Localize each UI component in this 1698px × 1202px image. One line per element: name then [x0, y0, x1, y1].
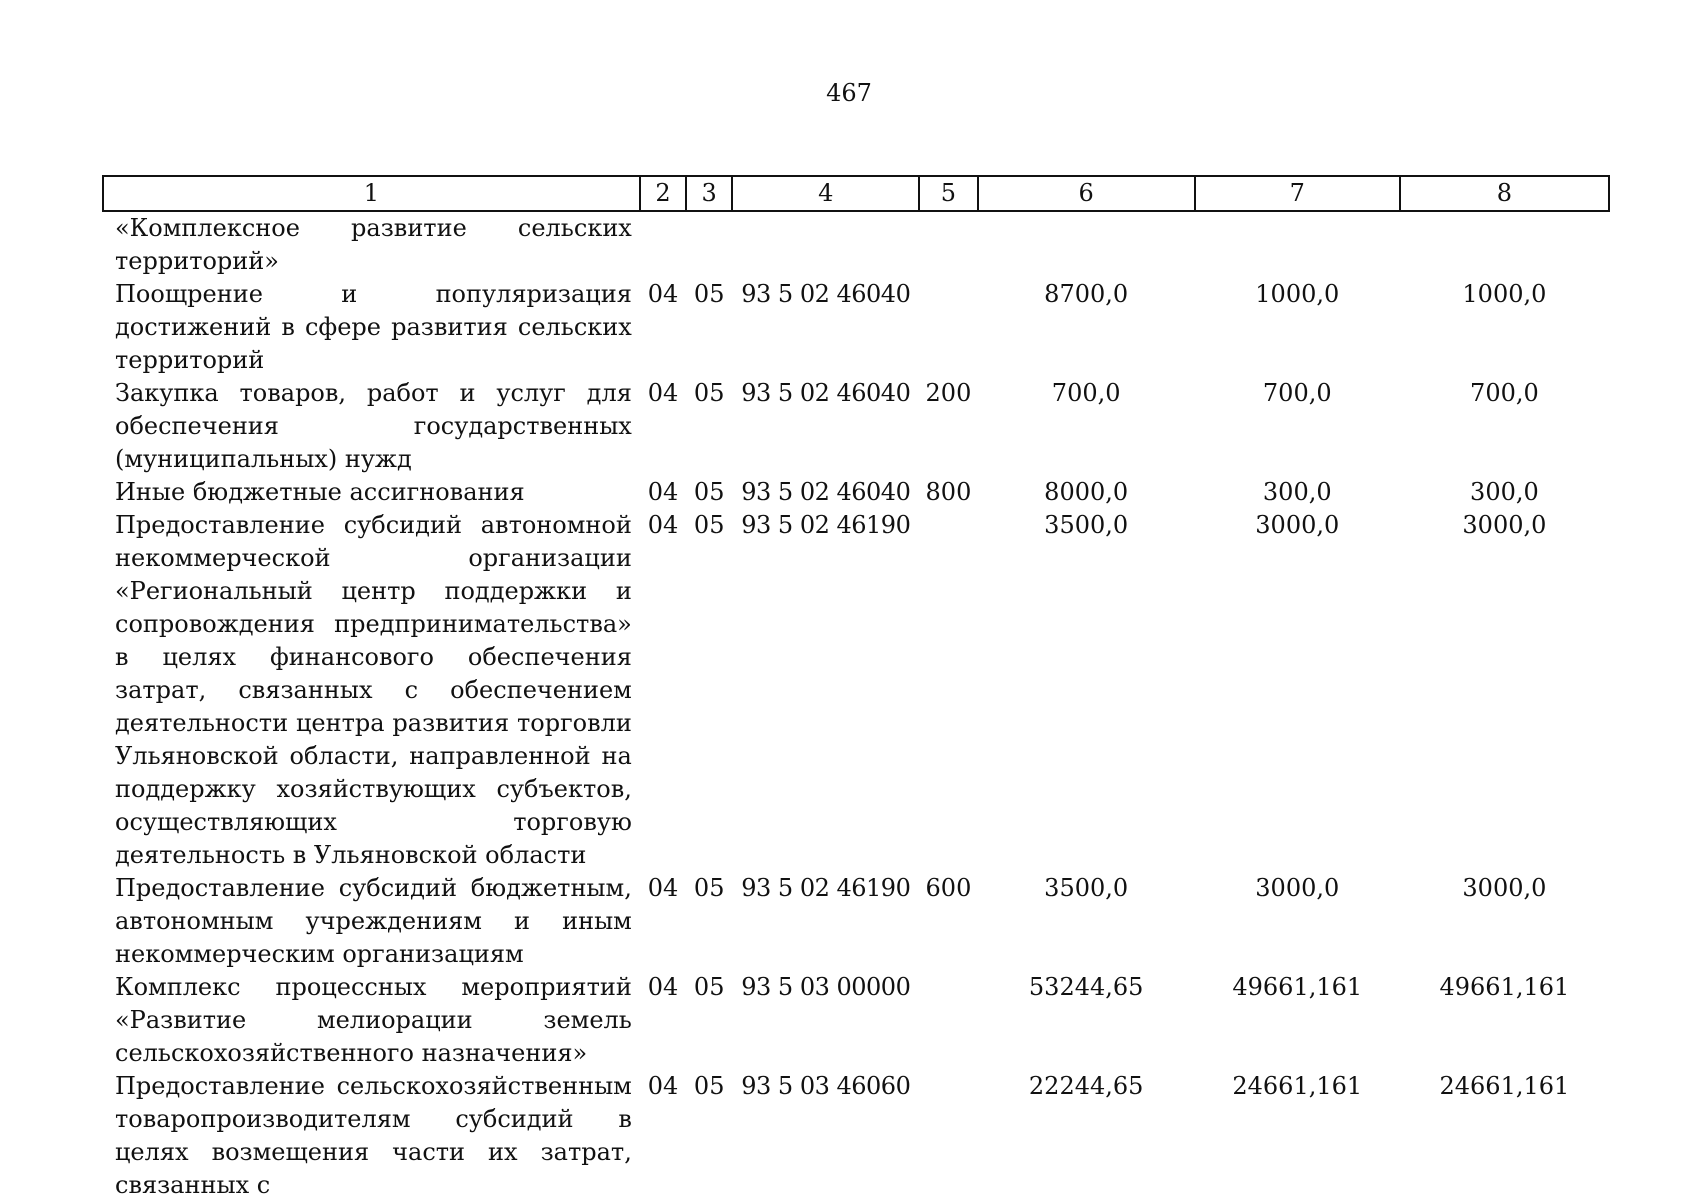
column-header: 4: [732, 176, 919, 211]
cell-target-code: 93 5 02 46040: [741, 280, 911, 308]
cell-section: 04: [647, 1072, 679, 1100]
cell-subsection: 05: [693, 874, 725, 902]
cell-amount-7: 300,0: [1262, 478, 1332, 506]
cell-target-code: 93 5 03 00000: [741, 973, 911, 1001]
table-row: [103, 211, 1609, 278]
page-number: 467: [826, 79, 872, 107]
table-row: [103, 971, 1609, 1070]
cell-amount-6: [978, 211, 1195, 278]
row-name: Комплекс процессных мероприятий «Развитие мелиорации земель сельскохозяйственного назначения»: [115, 973, 632, 1067]
cell-subsection: 05: [693, 478, 725, 506]
column-header: 6: [978, 176, 1195, 211]
row-name: Поощрение и популяризация достижений в сфере развития сельских территорий: [115, 280, 632, 374]
cell-expense-type: [919, 509, 977, 872]
cell-amount-6: 700,0: [1051, 379, 1121, 407]
cell-expense-type: [919, 971, 977, 1070]
cell-amount-8: 300,0: [1470, 478, 1539, 506]
cell-expense-type: 600: [925, 874, 972, 902]
row-name: Закупка товаров, работ и услуг для обеспечения государственных (муниципальных) нужд: [115, 379, 632, 473]
column-header: 3: [686, 176, 732, 211]
cell-amount-6: 53244,65: [1028, 973, 1144, 1001]
column-header: 5: [919, 176, 977, 211]
header-row: [103, 176, 1609, 211]
cell-amount-7: 3000,0: [1255, 511, 1340, 539]
cell-section: 04: [647, 379, 679, 407]
column-header: 7: [1195, 176, 1400, 211]
cell-section: 04: [647, 280, 679, 308]
cell-target-code: [732, 211, 919, 278]
cell-subsection: 05: [693, 511, 725, 539]
cell-subsection: 05: [693, 973, 725, 1001]
cell-subsection: [686, 211, 732, 278]
column-header: 2: [640, 176, 686, 211]
row-name: Предоставление сельскохозяйственным товаропроизводителям субсидий в целях возмещения части их затрат, связанных с: [115, 1072, 632, 1199]
cell-amount-8: 700,0: [1470, 379, 1539, 407]
cell-target-code: 93 5 02 46190: [741, 511, 911, 539]
cell-section: 04: [647, 874, 679, 902]
cell-amount-7: 700,0: [1262, 379, 1332, 407]
cell-expense-type: [919, 211, 977, 278]
cell-amount-6: 8700,0: [1044, 280, 1129, 308]
cell-amount-6: 22244,65: [1028, 1072, 1144, 1100]
table-row: [103, 476, 1609, 509]
cell-expense-type: 200: [925, 379, 972, 407]
table-row: [103, 509, 1609, 872]
cell-amount-8: 3000,0: [1462, 511, 1547, 539]
cell-amount-8: [1400, 211, 1609, 278]
budget-table: [102, 175, 1610, 1202]
cell-target-code: 93 5 03 46060: [741, 1072, 911, 1100]
cell-subsection: 05: [693, 1072, 725, 1100]
table-row: [103, 278, 1609, 377]
table-row: [103, 872, 1609, 971]
table-row: [103, 377, 1609, 476]
cell-subsection: 05: [693, 280, 725, 308]
cell-subsection: 05: [693, 379, 725, 407]
cell-amount-6: 8000,0: [1044, 478, 1129, 506]
cell-section: 04: [647, 478, 679, 506]
cell-amount-8: 3000,0: [1462, 874, 1547, 902]
cell-target-code: 93 5 02 46040: [741, 379, 911, 407]
cell-section: [640, 211, 686, 278]
cell-amount-7: 1000,0: [1255, 280, 1340, 308]
row-name: Иные бюджетные ассигнования: [115, 478, 525, 506]
cell-expense-type: 800: [925, 478, 972, 506]
cell-amount-7: 24661,161: [1232, 1072, 1363, 1100]
cell-amount-8: 49661,161: [1439, 973, 1570, 1001]
column-header: 1: [103, 176, 640, 211]
cell-target-code: 93 5 02 46040: [741, 478, 911, 506]
row-name: «Комплексное развитие сельских территорий»: [115, 214, 632, 275]
cell-amount-7: [1195, 211, 1400, 278]
cell-section: 04: [647, 511, 679, 539]
cell-expense-type: [919, 278, 977, 377]
cell-expense-type: [919, 1070, 977, 1202]
row-name: Предоставление субсидий бюджетным, автономным учреждениям и иным некоммерческим организациям: [115, 874, 632, 968]
cell-target-code: 93 5 02 46190: [741, 874, 911, 902]
table-row: [103, 1070, 1609, 1202]
cell-amount-8: 24661,161: [1439, 1072, 1570, 1100]
cell-amount-7: 3000,0: [1255, 874, 1340, 902]
cell-amount-6: 3500,0: [1044, 874, 1129, 902]
cell-amount-7: 49661,161: [1232, 973, 1363, 1001]
row-name: Предоставление субсидий автономной некоммерческой организации «Региональный центр поддержки и сопровождения предпринимательства» в целях финансового обеспечения затрат, связанных с обеспечением деятельности центра развития торговли Ульяновской области, направленной на поддержку хозяйствующих субъектов, осуществляющих торговую деятельность в Ульяновской области: [115, 511, 632, 869]
cell-amount-8: 1000,0: [1462, 280, 1547, 308]
cell-amount-6: 3500,0: [1044, 511, 1129, 539]
cell-section: 04: [647, 973, 679, 1001]
column-header: 8: [1400, 176, 1609, 211]
